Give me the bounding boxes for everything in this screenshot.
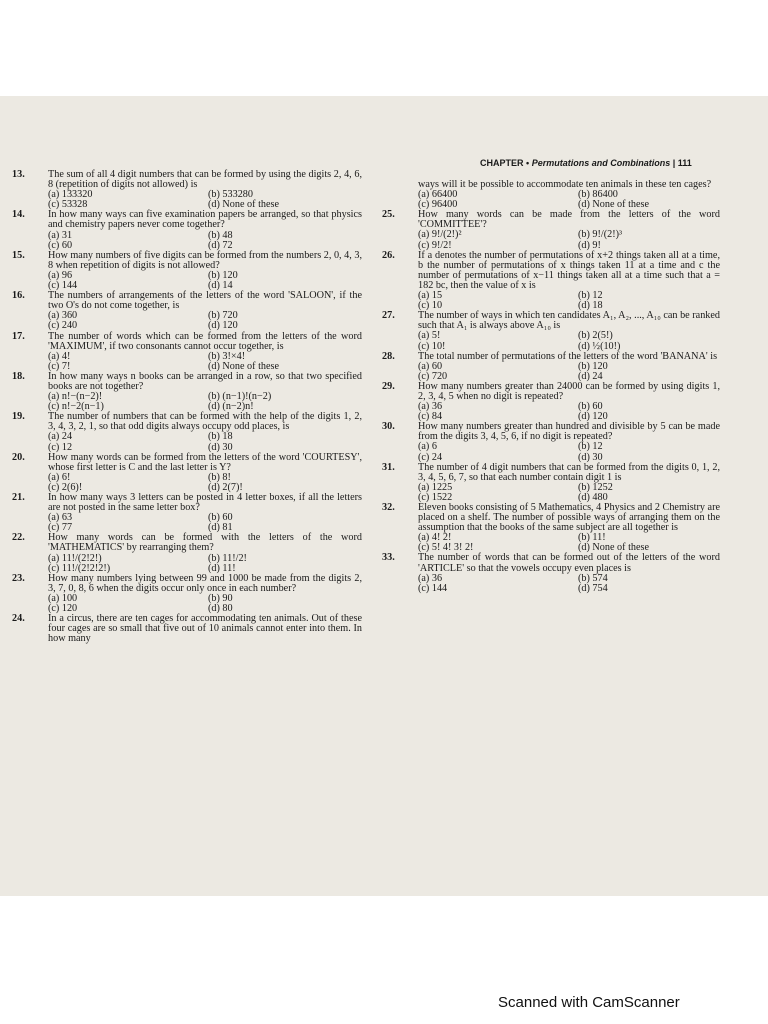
answer-option: (d) 80 [208,603,233,615]
answer-option: (a) 11!/(2!2!) [48,552,102,564]
answer-option: (c) 2(6)! [48,481,83,493]
answer-option: (c) 240 [48,320,78,332]
question-number: 32. [382,502,395,513]
answer-option: (d) 2(7)! [208,481,243,493]
question-text: In how many ways n books can be arranged in a row, so that two specified books are not together? [48,370,362,392]
answer-option: (a) 6! [48,471,71,483]
answer-option: (d) (n−2)n! [208,401,254,413]
answer-option: (b) 90 [208,592,233,604]
answer-option: (d) None of these [208,360,280,372]
question-text: If a denotes the number of permutations of x+2 things taken all at a time, b the number of permutations of x things taken 11 at a time and c the number of permutations of x−11 things taken all at a time such that a = 182 bc, then the value of x is [418,249,720,291]
answer-option: (c) 12 [48,441,73,453]
answer-option: (a) 60 [418,360,443,372]
answer-options [48,554,362,574]
answer-options [418,533,720,553]
question-body [418,553,720,593]
question-number: 13. [12,169,25,180]
question-number [382,180,418,210]
answer-option: (b) 720 [208,310,238,322]
answer-option: (d) ½(10!) [578,340,621,352]
answer-option: (a) 96 [48,269,73,281]
answer-option: (c) 120 [48,603,78,615]
answer-option: (c) 144 [48,280,78,292]
question-item [382,382,720,422]
question-item [12,210,362,250]
question-number: 31. [382,461,395,473]
question-item [12,372,362,412]
answer-option: (b) (n−1)!(n−2) [208,391,272,403]
answer-option: (a) 15 [418,290,443,302]
answer-option: (a) 24 [48,431,73,443]
answer-option: (a) 63 [48,512,73,524]
answer-options [418,230,720,250]
question-body [48,372,362,412]
answer-options [48,432,362,452]
page-number: 111 [677,158,692,168]
answer-option: (b) 60 [208,512,233,524]
question-number: 16. [12,290,25,302]
question-item [12,412,362,452]
answer-option: (d) 120 [208,320,238,332]
question-body [418,311,720,351]
answer-option: (d) None of these [578,199,650,211]
question-body [48,412,362,452]
answer-option: (a) 66400 [418,189,458,201]
answer-option: (d) 480 [578,491,608,503]
answer-option: (b) 60 [578,401,603,413]
question-text: The numbers of arrangements of the letters of the word 'SALOON', if the two O's do not come together, is [48,290,362,312]
answer-option: (c) 84 [418,411,443,423]
answer-option: (b) 2(5!) [578,330,613,342]
question-number: 30. [382,421,395,433]
question-text: In how many ways 3 letters can be posted in 4 letter boxes, if all the letters are not posted in the same letter box? [48,492,362,514]
question-text: In how many ways can five examination papers be arranged, so that physics and chemistry papers never come together? [48,209,362,231]
question-number: 20. [12,451,25,463]
top-margin-band [0,0,768,96]
question-item [382,463,720,503]
question-text: The number of numbers that can be formed with the help of the digits 1, 2, 3, 4, 3, 2, 1, so that odd digits always occupy odd places, is [48,411,362,433]
question-item [382,251,720,312]
answer-options [48,311,362,331]
question-number: 17. [12,330,25,342]
question-number: 28. [382,350,395,362]
question-item [382,352,720,382]
question-body [48,614,362,644]
question-number: 21. [12,492,25,503]
answer-option: (b) 1252 [578,481,613,493]
question-item [12,453,362,493]
answer-option: (c) 77 [48,522,73,534]
question-body [418,503,720,553]
answer-option: (a) n!−(n−2)! [48,391,103,403]
header-separator: | [672,158,676,168]
answer-option: (b) 3!×4! [208,350,246,362]
page-header [480,158,692,168]
question-number: 27. [382,310,395,322]
question-text: How many numbers greater than hundred and divisible by 5 can be made from the digits 3, 4, 5, 6, if no digit is repeated? [418,421,720,443]
question-number: 24. [12,613,25,625]
answer-option: (b) 18 [208,431,233,443]
question-body [418,352,720,382]
answer-option: (d) None of these [208,199,280,211]
answer-option: (d) 30 [208,441,233,453]
answer-option: (d) 18 [578,300,603,312]
scanner-watermark: Scanned with CamScanner [498,994,680,1011]
question-body [418,210,720,250]
question-body [418,463,720,503]
answer-option: (d) 11! [208,562,236,574]
question-item [382,553,720,593]
question-item [382,422,720,462]
question-item [12,251,362,291]
question-text: The number of words which can be formed from the letters of the word 'MAXIMUM', if two consonants cannot occur together, is [48,330,362,352]
answer-option: (b) 12 [578,290,603,302]
answer-option: (a) 31 [48,229,73,241]
answer-option: (c) 1522 [418,491,453,503]
question-text: How many numbers greater than 24000 can be formed by using digits 1, 2, 3, 4, 5 when no digit is repeated? [418,380,720,402]
answer-options [418,402,720,422]
question-number: 19. [12,411,25,423]
answer-option: (c) 144 [418,582,448,594]
question-number: 23. [12,572,25,584]
answer-option: (c) 5! 4! 3! 2! [418,542,474,554]
question-body [48,170,362,210]
answer-option: (c) 24 [418,451,443,463]
question-number: 29. [382,380,395,392]
question-number: 26. [382,249,395,261]
chapter-label: CHAPTER [480,158,524,168]
answer-options [418,291,720,311]
answer-option: (d) 14 [208,280,233,292]
answer-option: (c) 720 [418,370,448,382]
question-number: 14. [12,209,25,221]
answer-options [48,352,362,372]
answer-option: (a) 1225 [418,481,453,493]
answer-options [48,190,362,210]
answer-option: (d) 24 [578,370,603,382]
answer-option: (d) 30 [578,451,603,463]
answer-option: (b) 11! [578,532,606,544]
question-text: The sum of all 4 digit numbers that can be formed by using the digits 2, 4, 6, 8 (repetition of digits not allowed) is [48,169,362,191]
answer-option: (a) 36 [418,401,443,413]
answer-option: (a) 133320 [48,189,93,201]
answer-option: (d) 120 [578,411,608,423]
answer-option: (b) 8! [208,471,231,483]
answer-options [418,190,720,210]
question-number: 18. [12,370,25,382]
question-item [12,533,362,573]
question-text: Eleven books consisting of 5 Mathematics, 4 Physics and 2 Chemistry are placed on a shelf. The number of possible ways of arranging them on the assumption that the books of the same subject are all together is [418,502,720,534]
question-item [12,614,362,644]
answer-options [418,442,720,462]
question-body [418,382,720,422]
answer-option: (b) 11!/2! [208,552,247,564]
left-question-column [12,170,362,644]
right-question-column [382,180,720,594]
answer-option: (d) 754 [578,582,608,594]
question-item [12,574,362,614]
answer-option: (c) 10! [418,340,446,352]
question-body [48,291,362,331]
question-text: The total number of permutations of the letters of the word 'BANANA' is [418,350,718,362]
question-number: 25. [382,209,395,221]
question-body [418,251,720,312]
question-body [418,180,720,210]
question-item [382,311,720,351]
question-body [48,574,362,614]
answer-option: (a) 9!/(2!)² [418,229,462,241]
answer-option: (a) 6 [418,441,437,453]
answer-options [48,392,362,412]
question-body [48,332,362,372]
answer-option: (c) 60 [48,239,73,251]
answer-option: (c) 10 [418,300,443,312]
answer-options [418,574,720,594]
answer-options [418,483,720,503]
answer-option: (b) 120 [578,360,608,372]
question-body [48,251,362,291]
question-text: The number of 4 digit numbers that can be formed from the digits 0, 1, 2, 3, 4, 5, 6, 7, so that each number contain digit 1 is [418,461,720,483]
answer-options [418,362,720,382]
answer-options [48,231,362,251]
answer-option: (c) n!−2(n−1) [48,401,104,413]
answer-options [48,594,362,614]
answer-option: (c) 9!/2! [418,239,452,251]
question-text: ways will it be possible to accommodate ten animals in these ten cages? [418,179,712,190]
answer-option: (d) None of these [578,542,650,554]
question-item [12,493,362,533]
answer-options [418,331,720,351]
question-item [382,503,720,553]
question-text: How many numbers of five digits can be formed from the numbers 2, 0, 4, 3, 8 when repetition of digits is not allowed? [48,249,362,271]
answer-options [48,473,362,493]
answer-option: (c) 96400 [418,199,458,211]
question-text: The number of ways in which ten candidates A₁, A₂, ..., A₁₀ can be ranked such that A₁ is always above A₁₀ is [418,310,720,332]
answer-option: (b) 48 [208,229,233,241]
chapter-title: Permutations and Combinations [531,158,671,168]
answer-option: (a) 36 [418,572,443,584]
question-text: The number of words that can be formed out of the letters of the word 'ARTICLE' so that the vowels occupy even places is [418,552,720,574]
answer-option: (a) 100 [48,592,78,604]
answer-option: (c) 11!/(2!2!2!) [48,562,111,574]
question-body [48,533,362,573]
header-bullet: • [526,158,530,168]
question-text: How many words can be formed with the letters of the word 'MATHEMATICS' by rearranging them? [48,532,362,554]
answer-option: (b) 9!/(2!)³ [578,229,623,241]
answer-option: (b) 533280 [208,189,253,201]
question-body [48,210,362,250]
answer-option: (a) 4! [48,350,71,362]
question-item [382,180,720,210]
answer-option: (b) 86400 [578,189,618,201]
question-item [12,291,362,331]
answer-option: (a) 4! 2! [418,532,452,544]
question-body [418,422,720,462]
answer-option: (d) 81 [208,522,233,534]
question-item [12,332,362,372]
answer-option: (c) 53328 [48,199,88,211]
question-number: 33. [382,552,395,564]
answer-options [48,271,362,291]
answer-options [48,513,362,533]
answer-option: (a) 5! [418,330,441,342]
answer-option: (d) 9! [578,239,601,251]
question-body [48,493,362,533]
question-item [12,170,362,210]
question-number: 15. [12,249,25,261]
question-text: How many numbers lying between 99 and 1000 be made from the digits 2, 3, 7, 0, 8, 6 when the digits occur only once in each number? [48,572,362,594]
question-number: 22. [12,532,25,544]
answer-option: (a) 360 [48,310,78,322]
answer-option: (b) 12 [578,441,603,453]
question-text: How many words can be made from the letters of the word 'COMMITTEE'? [418,209,720,231]
question-text: In a circus, there are ten cages for accommodating ten animals. Out of these four cages are so small that five out of 10 animals cannot enter into them. In how many [48,613,362,645]
answer-option: (b) 574 [578,572,608,584]
question-text: How many words can be formed from the letters of the word 'COURTESY', whose first letter is C and the last letter is Y? [48,451,362,473]
question-body [48,453,362,493]
answer-option: (c) 7! [48,360,71,372]
question-item [382,210,720,250]
answer-option: (b) 120 [208,269,238,281]
answer-option: (d) 72 [208,239,233,251]
